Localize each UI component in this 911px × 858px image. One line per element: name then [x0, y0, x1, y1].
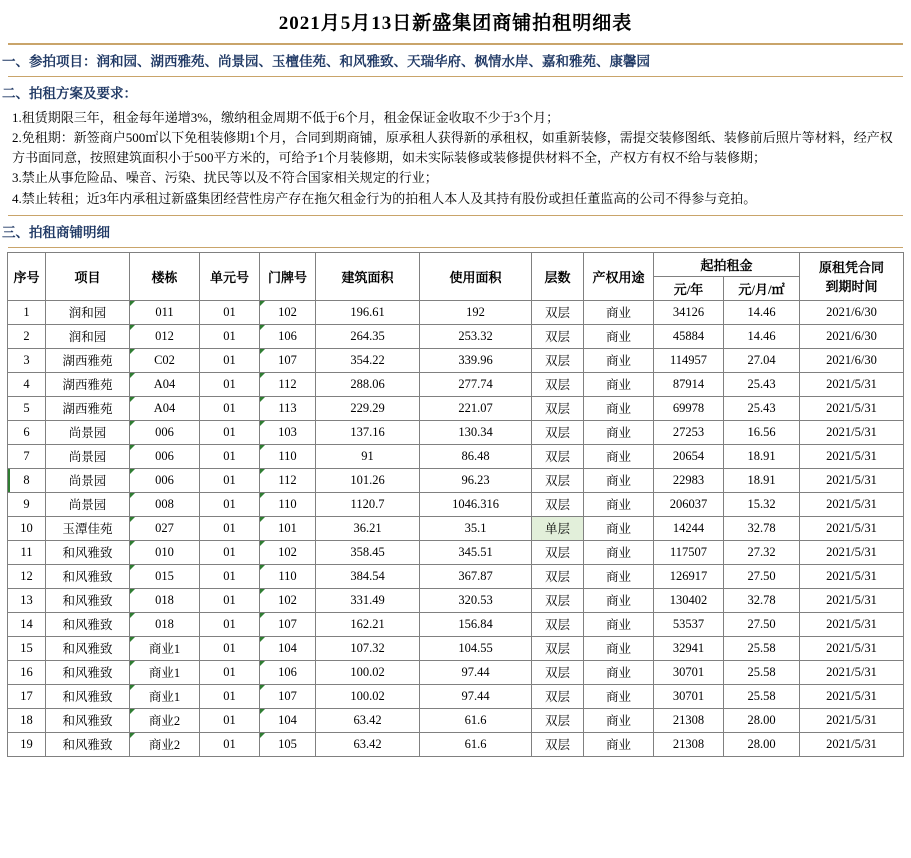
- th-expire-line1: 原租凭合同: [819, 260, 885, 276]
- cell-price-month: 27.04: [724, 348, 800, 372]
- cell-floor: 双层: [532, 732, 584, 756]
- cell-price-month: 32.78: [724, 516, 800, 540]
- cell-use-area: 61.6: [420, 708, 532, 732]
- cell-project: 和风雅致: [46, 660, 130, 684]
- cell-expire: 2021/6/30: [800, 348, 904, 372]
- cell-seq: 16: [8, 660, 46, 684]
- cell-project: 和风雅致: [46, 684, 130, 708]
- table-row: [8, 588, 904, 612]
- cell-expire: 2021/5/31: [800, 660, 904, 684]
- cell-project: 尚景园: [46, 492, 130, 516]
- cell-price-month: 16.56: [724, 420, 800, 444]
- table-row: [8, 540, 904, 564]
- cell-price-month: 14.46: [724, 300, 800, 324]
- th-expire-line2: 到期时间: [825, 279, 878, 295]
- cell-use-area: 277.74: [420, 372, 532, 396]
- cell-seq: 9: [8, 492, 46, 516]
- cell-project: 尚景园: [46, 468, 130, 492]
- section-3-heading: 三、拍租商铺明细: [2, 224, 110, 240]
- table-row: [8, 612, 904, 636]
- table-row: [8, 324, 904, 348]
- cell-unit: 01: [200, 348, 260, 372]
- cell-use-area: 97.44: [420, 684, 532, 708]
- cell-building: 018: [130, 612, 200, 636]
- cell-door: 113: [260, 396, 316, 420]
- cell-price-month: 25.43: [724, 396, 800, 420]
- cell-price-month: 18.91: [724, 468, 800, 492]
- cell-project: 和风雅致: [46, 612, 130, 636]
- table-row: [8, 564, 904, 588]
- cell-unit: 01: [200, 516, 260, 540]
- cell-expire: 2021/6/30: [800, 324, 904, 348]
- cell-building: 006: [130, 420, 200, 444]
- cell-seq: 10: [8, 516, 46, 540]
- cell-expire: 2021/6/30: [800, 300, 904, 324]
- cell-use-area: 320.53: [420, 588, 532, 612]
- cell-price-year: 130402: [654, 588, 724, 612]
- cell-price-year: 30701: [654, 684, 724, 708]
- table-row: [8, 300, 904, 324]
- cell-usage: 商业: [584, 300, 654, 324]
- cell-door: 106: [260, 660, 316, 684]
- cell-floor: 双层: [532, 636, 584, 660]
- cell-build-area: 101.26: [316, 468, 420, 492]
- cell-build-area: 63.42: [316, 732, 420, 756]
- cell-door: 106: [260, 324, 316, 348]
- cell-building: A04: [130, 396, 200, 420]
- th-building: 楼栋: [130, 252, 200, 300]
- cell-floor: 双层: [532, 660, 584, 684]
- cell-building: 010: [130, 540, 200, 564]
- cell-usage: 商业: [584, 684, 654, 708]
- terms-list: [0, 106, 911, 213]
- cell-price-year: 20654: [654, 444, 724, 468]
- cell-building: 018: [130, 588, 200, 612]
- cell-seq: 19: [8, 732, 46, 756]
- table-row: [8, 660, 904, 684]
- cell-seq: 14: [8, 612, 46, 636]
- cell-unit: 01: [200, 372, 260, 396]
- cell-door: 103: [260, 420, 316, 444]
- cell-use-area: 104.55: [420, 636, 532, 660]
- section-2-heading: 二、拍租方案及要求：: [2, 86, 137, 101]
- table-body: [8, 300, 904, 756]
- cell-price-year: 21308: [654, 708, 724, 732]
- cell-use-area: 367.87: [420, 564, 532, 588]
- cell-unit: 01: [200, 708, 260, 732]
- th-door: 门牌号: [260, 252, 316, 300]
- cell-usage: 商业: [584, 516, 654, 540]
- cell-price-year: 27253: [654, 420, 724, 444]
- cell-project: 尚景园: [46, 444, 130, 468]
- cell-floor: 双层: [532, 684, 584, 708]
- cell-seq: 15: [8, 636, 46, 660]
- cell-seq: 1: [8, 300, 46, 324]
- cell-build-area: 229.29: [316, 396, 420, 420]
- cell-expire: 2021/5/31: [800, 564, 904, 588]
- cell-unit: 01: [200, 492, 260, 516]
- cell-seq: 12: [8, 564, 46, 588]
- cell-build-area: 91: [316, 444, 420, 468]
- cell-usage: 商业: [584, 564, 654, 588]
- th-expire: [800, 252, 904, 300]
- cell-price-year: 206037: [654, 492, 724, 516]
- cell-project: 和风雅致: [46, 732, 130, 756]
- cell-usage: 商业: [584, 732, 654, 756]
- cell-floor: 双层: [532, 564, 584, 588]
- cell-building: 015: [130, 564, 200, 588]
- table-row: [8, 708, 904, 732]
- cell-unit: 01: [200, 300, 260, 324]
- cell-price-year: 53537: [654, 612, 724, 636]
- cell-price-month: 15.32: [724, 492, 800, 516]
- th-price-month: 元/月/㎡: [724, 276, 800, 300]
- cell-seq: 13: [8, 588, 46, 612]
- term-item-1: 1.租赁期限三年，租金每年递增3%，缴纳租金周期不低于6个月，租金保证金收取不少于3个月；: [12, 110, 560, 125]
- cell-use-area: 96.23: [420, 468, 532, 492]
- cell-building: 008: [130, 492, 200, 516]
- cell-use-area: 130.34: [420, 420, 532, 444]
- cell-floor: 双层: [532, 348, 584, 372]
- cell-unit: 01: [200, 444, 260, 468]
- cell-use-area: 61.6: [420, 732, 532, 756]
- table-row: [8, 396, 904, 420]
- cell-floor: 双层: [532, 420, 584, 444]
- cell-unit: 01: [200, 564, 260, 588]
- cell-price-month: 14.46: [724, 324, 800, 348]
- cell-expire: 2021/5/31: [800, 420, 904, 444]
- cell-building: 商业1: [130, 636, 200, 660]
- cell-building: A04: [130, 372, 200, 396]
- cell-usage: 商业: [584, 468, 654, 492]
- cell-floor: 双层: [532, 540, 584, 564]
- cell-price-year: 14244: [654, 516, 724, 540]
- cell-floor: 双层: [532, 708, 584, 732]
- cell-use-area: 35.1: [420, 516, 532, 540]
- cell-use-area: 345.51: [420, 540, 532, 564]
- cell-unit: 01: [200, 588, 260, 612]
- cell-project: 和风雅致: [46, 636, 130, 660]
- cell-door: 104: [260, 708, 316, 732]
- cell-build-area: 100.02: [316, 684, 420, 708]
- cell-seq: 17: [8, 684, 46, 708]
- cell-building: 027: [130, 516, 200, 540]
- cell-project: 湖西雅苑: [46, 396, 130, 420]
- cell-price-year: 114957: [654, 348, 724, 372]
- cell-project: 和风雅致: [46, 564, 130, 588]
- cell-building: 006: [130, 444, 200, 468]
- cell-door: 102: [260, 300, 316, 324]
- cell-unit: 01: [200, 420, 260, 444]
- cell-seq: 8: [8, 468, 46, 492]
- cell-use-area: 97.44: [420, 660, 532, 684]
- table-row: [8, 684, 904, 708]
- cell-unit: 01: [200, 612, 260, 636]
- cell-build-area: 264.35: [316, 324, 420, 348]
- cell-door: 110: [260, 492, 316, 516]
- cell-door: 112: [260, 468, 316, 492]
- cell-price-year: 21308: [654, 732, 724, 756]
- cell-usage: 商业: [584, 660, 654, 684]
- cell-build-area: 288.06: [316, 372, 420, 396]
- cell-project: 润和园: [46, 300, 130, 324]
- cell-unit: 01: [200, 732, 260, 756]
- cell-floor: 双层: [532, 588, 584, 612]
- cell-price-month: 28.00: [724, 708, 800, 732]
- cell-project: 润和园: [46, 324, 130, 348]
- cell-unit: 01: [200, 684, 260, 708]
- term-item-4: 4.禁止转租；近3年内承租过新盛集团经营性房产存在拖欠租金行为的拍租人本人及其持有股份或担任董监高的公司不得参与竞拍。: [12, 190, 757, 206]
- table-row: [8, 492, 904, 516]
- cell-use-area: 221.07: [420, 396, 532, 420]
- cell-seq: 5: [8, 396, 46, 420]
- cell-usage: 商业: [584, 348, 654, 372]
- term-item-3: 3.禁止从事危险品、噪音、污染、扰民等以及不符合国家相关规定的行业；: [12, 170, 438, 186]
- cell-build-area: 162.21: [316, 612, 420, 636]
- table-row: [8, 516, 904, 540]
- cell-floor: 单层: [532, 516, 584, 540]
- cell-project: 玉潭佳苑: [46, 516, 130, 540]
- table-row: [8, 348, 904, 372]
- cell-price-month: 27.50: [724, 612, 800, 636]
- cell-use-area: 192: [420, 300, 532, 324]
- cell-door: 107: [260, 684, 316, 708]
- cell-build-area: 331.49: [316, 588, 420, 612]
- cell-build-area: 137.16: [316, 420, 420, 444]
- cell-price-year: 87914: [654, 372, 724, 396]
- cell-unit: 01: [200, 636, 260, 660]
- cell-expire: 2021/5/31: [800, 732, 904, 756]
- cell-usage: 商业: [584, 372, 654, 396]
- cell-price-month: 25.58: [724, 684, 800, 708]
- cell-floor: 双层: [532, 396, 584, 420]
- cell-door: 102: [260, 588, 316, 612]
- shop-listing-table: [7, 252, 904, 757]
- cell-seq: 11: [8, 540, 46, 564]
- cell-unit: 01: [200, 396, 260, 420]
- cell-usage: 商业: [584, 708, 654, 732]
- cell-price-month: 28.00: [724, 732, 800, 756]
- cell-project: 和风雅致: [46, 588, 130, 612]
- cell-expire: 2021/5/31: [800, 708, 904, 732]
- page-title: 2021月5月13日新盛集团商铺拍租明细表: [278, 13, 633, 34]
- cell-price-year: 22983: [654, 468, 724, 492]
- cell-door: 107: [260, 348, 316, 372]
- cell-build-area: 358.45: [316, 540, 420, 564]
- cell-project: 尚景园: [46, 420, 130, 444]
- cell-usage: 商业: [584, 492, 654, 516]
- table-header: [8, 252, 904, 300]
- cell-unit: 01: [200, 660, 260, 684]
- th-price-year: 元/年: [654, 276, 724, 300]
- cell-usage: 商业: [584, 396, 654, 420]
- cell-building: 商业2: [130, 732, 200, 756]
- cell-expire: 2021/5/31: [800, 468, 904, 492]
- cell-building: 011: [130, 300, 200, 324]
- cell-usage: 商业: [584, 420, 654, 444]
- cell-build-area: 196.61: [316, 300, 420, 324]
- section-1-heading: 一、参拍项目：润和园、湖西雅苑、尚景园、玉檀佳苑、和风雅致、天瑞华府、枫情水岸、嘉和雅苑、康馨园: [2, 54, 650, 69]
- cell-seq: 7: [8, 444, 46, 468]
- cell-floor: 双层: [532, 468, 584, 492]
- cell-price-year: 34126: [654, 300, 724, 324]
- section-3-divider: [8, 247, 903, 248]
- cell-floor: 双层: [532, 444, 584, 468]
- cell-price-month: 25.58: [724, 660, 800, 684]
- cell-usage: 商业: [584, 444, 654, 468]
- cell-unit: 01: [200, 540, 260, 564]
- cell-expire: 2021/5/31: [800, 372, 904, 396]
- cell-price-month: 32.78: [724, 588, 800, 612]
- cell-unit: 01: [200, 468, 260, 492]
- cell-price-year: 117507: [654, 540, 724, 564]
- cell-door: 104: [260, 636, 316, 660]
- table-row: [8, 732, 904, 756]
- cell-use-area: 156.84: [420, 612, 532, 636]
- cell-price-month: 25.43: [724, 372, 800, 396]
- cell-expire: 2021/5/31: [800, 492, 904, 516]
- cell-price-year: 32941: [654, 636, 724, 660]
- cell-usage: 商业: [584, 540, 654, 564]
- cell-expire: 2021/5/31: [800, 612, 904, 636]
- cell-building: C02: [130, 348, 200, 372]
- term-item-2: 2.免租期：新签商户500㎡以下免租装修期1个月，合同到期商铺，原承租人获得新的承租权，如重新装修，需提交装修图纸、装修前后照片等材料，经产权方书面同意，按照建筑面积小于500平方米的，可给予1个月装修期，如未实际装修或装修提供材料不全，产权方有权不给与装修期；: [12, 130, 893, 166]
- table-row: [8, 420, 904, 444]
- cell-price-year: 30701: [654, 660, 724, 684]
- cell-floor: 双层: [532, 492, 584, 516]
- th-use-area: 使用面积: [420, 252, 532, 300]
- cell-expire: 2021/5/31: [800, 540, 904, 564]
- th-seq: 序号: [8, 252, 46, 300]
- cell-build-area: 354.22: [316, 348, 420, 372]
- cell-build-area: 63.42: [316, 708, 420, 732]
- cell-build-area: 36.21: [316, 516, 420, 540]
- th-start-price-group: 起拍租金: [654, 252, 800, 276]
- cell-building: 商业1: [130, 684, 200, 708]
- cell-expire: 2021/5/31: [800, 588, 904, 612]
- cell-door: 105: [260, 732, 316, 756]
- cell-floor: 双层: [532, 612, 584, 636]
- cell-floor: 双层: [532, 372, 584, 396]
- cell-usage: 商业: [584, 588, 654, 612]
- cell-use-area: 1046.316: [420, 492, 532, 516]
- cell-usage: 商业: [584, 612, 654, 636]
- cell-floor: 双层: [532, 300, 584, 324]
- cell-seq: 4: [8, 372, 46, 396]
- table-row: [8, 468, 904, 492]
- cell-door: 112: [260, 372, 316, 396]
- cell-usage: 商业: [584, 324, 654, 348]
- cell-seq: 6: [8, 420, 46, 444]
- cell-unit: 01: [200, 324, 260, 348]
- cell-build-area: 384.54: [316, 564, 420, 588]
- table-row: [8, 636, 904, 660]
- th-unit: 单元号: [200, 252, 260, 300]
- cell-build-area: 100.02: [316, 660, 420, 684]
- cell-expire: 2021/5/31: [800, 684, 904, 708]
- table-row: [8, 444, 904, 468]
- cell-door: 102: [260, 540, 316, 564]
- cell-seq: 18: [8, 708, 46, 732]
- cell-building: 商业1: [130, 660, 200, 684]
- cell-seq: 3: [8, 348, 46, 372]
- cell-price-year: 69978: [654, 396, 724, 420]
- cell-building: 006: [130, 468, 200, 492]
- cell-project: 湖西雅苑: [46, 348, 130, 372]
- table-row: [8, 372, 904, 396]
- cell-expire: 2021/5/31: [800, 396, 904, 420]
- cell-expire: 2021/5/31: [800, 516, 904, 540]
- cell-expire: 2021/5/31: [800, 636, 904, 660]
- cell-building: 012: [130, 324, 200, 348]
- cell-price-year: 45884: [654, 324, 724, 348]
- cell-price-month: 25.58: [724, 636, 800, 660]
- th-floor: 层数: [532, 252, 584, 300]
- cell-use-area: 86.48: [420, 444, 532, 468]
- cell-door: 107: [260, 612, 316, 636]
- cell-usage: 商业: [584, 636, 654, 660]
- cell-build-area: 107.32: [316, 636, 420, 660]
- cell-door: 110: [260, 444, 316, 468]
- cell-price-month: 18.91: [724, 444, 800, 468]
- cell-building: 商业2: [130, 708, 200, 732]
- cell-use-area: 253.32: [420, 324, 532, 348]
- cell-seq: 2: [8, 324, 46, 348]
- th-build-area: 建筑面积: [316, 252, 420, 300]
- cell-expire: 2021/5/31: [800, 444, 904, 468]
- cell-build-area: 1120.7: [316, 492, 420, 516]
- cell-price-month: 27.32: [724, 540, 800, 564]
- cell-price-month: 27.50: [724, 564, 800, 588]
- cell-door: 110: [260, 564, 316, 588]
- cell-project: 和风雅致: [46, 540, 130, 564]
- cell-floor: 双层: [532, 324, 584, 348]
- cell-use-area: 339.96: [420, 348, 532, 372]
- cell-price-year: 126917: [654, 564, 724, 588]
- cell-project: 湖西雅苑: [46, 372, 130, 396]
- cell-project: 和风雅致: [46, 708, 130, 732]
- th-project: 项目: [46, 252, 130, 300]
- th-usage: 产权用途: [584, 252, 654, 300]
- cell-door: 101: [260, 516, 316, 540]
- table-header-row-1: [8, 252, 904, 276]
